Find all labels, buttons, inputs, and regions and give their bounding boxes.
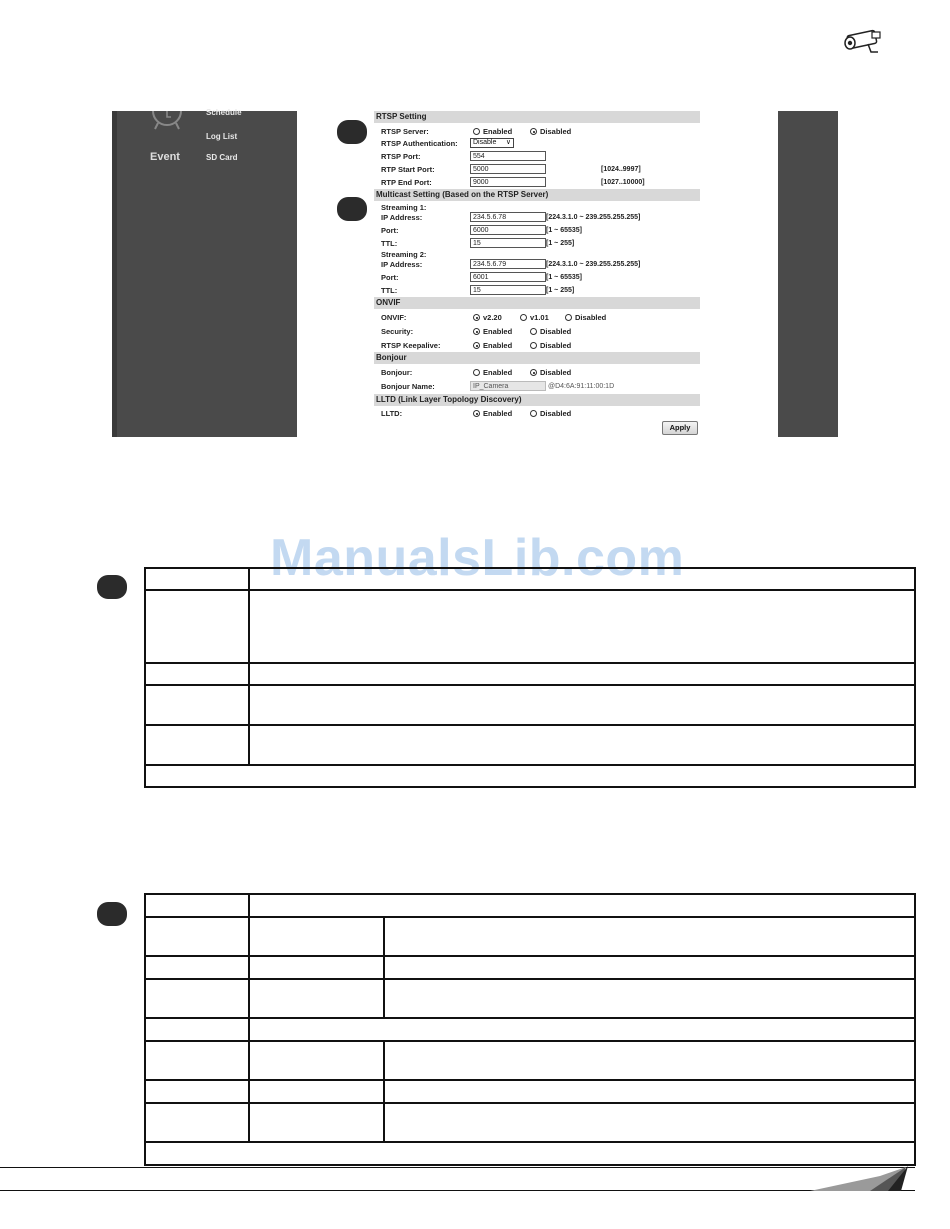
s2-ip-input[interactable]: 234.5.6.79	[470, 259, 546, 269]
sidebar-item-sd-card[interactable]: SD Card	[206, 153, 238, 162]
onvif-disabled-radio[interactable]: Disabled	[565, 313, 606, 322]
table-cell	[145, 1080, 249, 1103]
rtp-end-port-input[interactable]: 9000	[470, 177, 546, 187]
rtsp-port-label: RTSP Port:	[381, 152, 421, 161]
bonjour-section-header: Bonjour	[374, 352, 700, 364]
table-cell	[145, 1018, 249, 1041]
table-cell	[249, 590, 915, 663]
lltd-enabled-radio[interactable]: Enabled	[473, 409, 512, 418]
rtsp-port-input[interactable]: 554	[470, 151, 546, 161]
s1-ttl-range: [1 ~ 255]	[546, 240, 575, 247]
onvif-v101-radio[interactable]: v1.01	[520, 313, 549, 322]
table-cell	[249, 1041, 384, 1080]
s2-ip-label: IP Address:	[381, 260, 423, 269]
chevron-down-icon: ∨	[505, 139, 511, 146]
table-cell	[249, 917, 384, 956]
lltd-label: LLTD:	[381, 409, 403, 418]
bonjour-name-input[interactable]: IP_Camera	[470, 381, 546, 391]
callout-marker-1	[337, 120, 367, 144]
bonjour-disabled-radio[interactable]: Disabled	[530, 368, 571, 377]
table-cell	[145, 725, 249, 765]
table-cell	[249, 725, 915, 765]
security-disabled-radio[interactable]: Disabled	[530, 327, 571, 336]
table-cell	[249, 1080, 384, 1103]
table-cell	[145, 663, 249, 685]
rtsp-description-table	[144, 567, 916, 788]
bonjour-name-suffix: @D4:6A:91:11:00:1D	[548, 383, 615, 390]
s1-ip-input[interactable]: 234.5.6.78	[470, 212, 546, 222]
rtsp-server-disabled-radio[interactable]: Disabled	[530, 127, 571, 136]
table-cell	[249, 956, 384, 979]
table-cell	[145, 590, 249, 663]
s2-ttl-label: TTL:	[381, 286, 398, 295]
s2-ttl-range: [1 ~ 255]	[546, 287, 575, 294]
watermark: ManualsLib.com	[270, 529, 685, 587]
callout-marker-table-1	[97, 575, 127, 599]
s1-ttl-label: TTL:	[381, 239, 398, 248]
s2-port-range: [1 ~ 65535]	[546, 274, 582, 281]
table-cell	[249, 979, 384, 1018]
footer-wedge-icon	[810, 1166, 910, 1192]
onvif-label: ONVIF:	[381, 313, 407, 322]
onvif-v220-radio[interactable]: v2.20	[473, 313, 502, 322]
table-cell	[145, 1041, 249, 1080]
s1-ttl-input[interactable]: 15	[470, 238, 546, 248]
footer-rule-lower	[0, 1190, 915, 1191]
s1-port-range: [1 ~ 65535]	[546, 227, 582, 234]
sidebar-section-event[interactable]: Event	[150, 151, 180, 163]
s1-port-label: Port:	[381, 226, 399, 235]
rtsp-auth-label: RTSP Authentication:	[381, 139, 458, 148]
s1-port-input[interactable]: 6000	[470, 225, 546, 235]
s2-port-label: Port:	[381, 273, 399, 282]
rtsp-server-enabled-radio[interactable]: Enabled	[473, 127, 512, 136]
table-cell	[384, 979, 915, 1018]
streaming-1-label: Streaming 1:	[381, 203, 427, 212]
table-cell	[249, 1018, 915, 1041]
security-enabled-radio[interactable]: Enabled	[473, 327, 512, 336]
s1-ip-range: [224.3.1.0 ~ 239.255.255.255]	[546, 214, 641, 221]
rtp-start-port-label: RTP Start Port:	[381, 165, 435, 174]
s2-ttl-input[interactable]: 15	[470, 285, 546, 295]
right-panel-edge	[778, 111, 838, 437]
multicast-section-header: Multicast Setting (Based on the RTSP Server)	[374, 189, 700, 201]
table-cell	[384, 1041, 915, 1080]
keepalive-enabled-radio[interactable]: Enabled	[473, 341, 512, 350]
streaming-2-label: Streaming 2:	[381, 250, 427, 259]
table-cell	[145, 1103, 249, 1142]
keepalive-label: RTSP Keepalive:	[381, 341, 441, 350]
table-cell	[384, 956, 915, 979]
table-cell	[145, 765, 915, 787]
lltd-section-header: LLTD (Link Layer Topology Discovery)	[374, 394, 700, 406]
rtp-start-port-input[interactable]: 5000	[470, 164, 546, 174]
callout-marker-table-2	[97, 902, 127, 926]
clock-icon	[150, 105, 184, 131]
rtsp-auth-select[interactable]: Disable ∨	[470, 138, 514, 148]
table-cell	[145, 568, 249, 590]
keepalive-disabled-radio[interactable]: Disabled	[530, 341, 571, 350]
security-label: Security:	[381, 327, 414, 336]
sidebar-item-schedule[interactable]: Schedule	[206, 108, 242, 117]
rtp-start-port-range: [1024..9997]	[601, 166, 641, 173]
s1-ip-label: IP Address:	[381, 213, 423, 222]
bonjour-name-label: Bonjour Name:	[381, 382, 435, 391]
bonjour-enabled-radio[interactable]: Enabled	[473, 368, 512, 377]
multicast-description-table	[144, 893, 916, 1166]
table-cell	[249, 894, 915, 917]
callout-marker-2	[337, 197, 367, 221]
lltd-disabled-radio[interactable]: Disabled	[530, 409, 571, 418]
sidebar	[112, 108, 297, 437]
bonjour-label: Bonjour:	[381, 368, 413, 377]
rtsp-server-label: RTSP Server:	[381, 127, 429, 136]
table-cell	[384, 1080, 915, 1103]
rtsp-section-header: RTSP Setting	[374, 111, 700, 123]
rtp-end-port-range: [1027..10000]	[601, 179, 645, 186]
table-cell	[145, 956, 249, 979]
footer-rule	[0, 1167, 915, 1168]
table-cell	[384, 917, 915, 956]
camera-icon	[838, 28, 884, 54]
table-cell	[145, 1142, 915, 1165]
rtp-end-port-label: RTP End Port:	[381, 178, 432, 187]
table-cell	[145, 894, 249, 917]
table-cell	[145, 685, 249, 725]
table-cell	[384, 1103, 915, 1142]
apply-button[interactable]: Apply	[662, 421, 698, 435]
s2-port-input[interactable]: 6001	[470, 272, 546, 282]
table-cell	[249, 685, 915, 725]
sidebar-item-log-list[interactable]: Log List	[206, 132, 238, 141]
table-cell	[249, 568, 915, 590]
s2-ip-range: [224.3.1.0 ~ 239.255.255.255]	[546, 261, 641, 268]
onvif-section-header: ONVIF	[374, 297, 700, 309]
table-cell	[249, 1103, 384, 1142]
table-cell	[249, 663, 915, 685]
table-cell	[145, 917, 249, 956]
table-cell	[145, 979, 249, 1018]
